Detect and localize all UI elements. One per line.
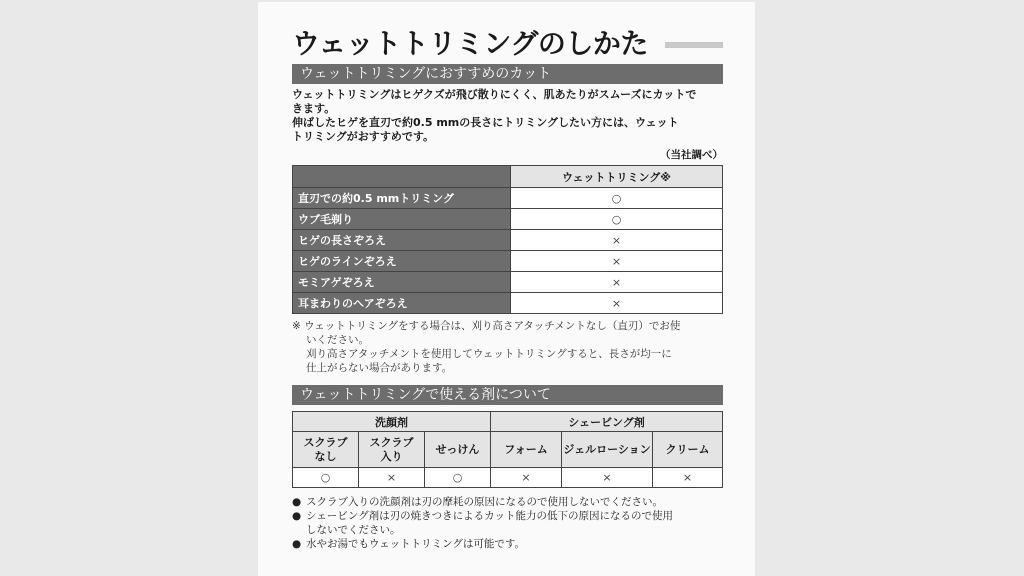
column-header: せっけん — [425, 432, 491, 468]
cell-value: × — [562, 468, 653, 488]
list-item: ● シェービング剤は刃の焼きつきによるカット能力の低下の原因になるので使用 しないでください。 — [292, 510, 673, 536]
column-header: スクラブ 入り — [359, 432, 425, 468]
table-row — [293, 251, 723, 272]
cell-value: ○ — [293, 468, 359, 488]
table-header-wet-trimming: ウェットトリミング※ — [511, 166, 723, 188]
list-item: ● スクラブ入りの洗顔剤は刃の摩耗の原因になるので使用しないでください。 — [292, 496, 663, 508]
cell-value: × — [491, 468, 562, 488]
column-header-row — [293, 432, 723, 468]
group-header-face-wash: 洗顔剤 — [293, 412, 491, 432]
title-row — [292, 24, 723, 64]
table-row — [293, 272, 723, 293]
row-value: ○ — [511, 209, 723, 230]
section2-heading: ウェットトリミングで使える剤について — [292, 385, 723, 405]
group-header-row — [293, 412, 723, 432]
table-row — [293, 188, 723, 209]
column-header: スクラブ なし — [293, 432, 359, 468]
list-item: ● 水やお湯でもウェットトリミングは可能です。 — [292, 538, 526, 550]
table-row — [293, 468, 723, 488]
row-label: ウブ毛剃り — [293, 209, 511, 230]
footnote-mark: ※ — [292, 320, 301, 332]
table-row — [293, 293, 723, 314]
document-page — [258, 2, 755, 576]
row-value: × — [511, 230, 723, 251]
table-row — [293, 230, 723, 251]
row-label: モミアゲぞろえ — [293, 272, 511, 293]
row-label: 耳まわりのヘアぞろえ — [293, 293, 511, 314]
source-note: （当社調べ） — [660, 149, 723, 161]
cell-value: ○ — [425, 468, 491, 488]
row-label: 直刃での約0.5 mmトリミング — [293, 188, 511, 209]
row-value: × — [511, 293, 723, 314]
row-label: ヒゲのラインぞろえ — [293, 251, 511, 272]
row-value: × — [511, 272, 723, 293]
row-label: ヒゲの長さぞろえ — [293, 230, 511, 251]
cell-value: × — [359, 468, 425, 488]
table-header-row — [293, 166, 723, 188]
column-header: クリーム — [653, 432, 723, 468]
row-value: × — [511, 251, 723, 272]
section1-heading: ウェットトリミングにおすすめのカット — [292, 64, 723, 84]
section1-paragraph1: ウェットトリミングはヒゲクズが飛び散りにくく、肌あたりがスムーズにカットで きます。 — [292, 88, 697, 115]
agents-table — [292, 411, 723, 488]
row-value: ○ — [511, 188, 723, 209]
group-header-shaving: シェービング剤 — [491, 412, 723, 432]
notes-list — [292, 495, 723, 551]
cell-value: × — [653, 468, 723, 488]
title-rule — [665, 42, 723, 48]
column-header: ジェルローション — [562, 432, 653, 468]
table-row — [293, 209, 723, 230]
table-header-empty — [293, 166, 511, 188]
column-header: フォーム — [491, 432, 562, 468]
footnote: ※ ウェットトリミングをする場合は、刈り高さアタッチメントなし（直刃）でお使 いください。 刈り高さアタッチメントを使用してウェットトリミングすると、長さが均一に 仕上がらない場合があります。 — [292, 320, 681, 374]
recommended-cut-table — [292, 165, 723, 314]
section1-paragraph2: 伸ばしたヒゲを直刃で約0.5 mmの長さにトリミングしたい方には、ウェット トリミングがおすすめです。 — [292, 116, 679, 143]
page-title: ウェットトリミングのしかた — [292, 27, 648, 60]
